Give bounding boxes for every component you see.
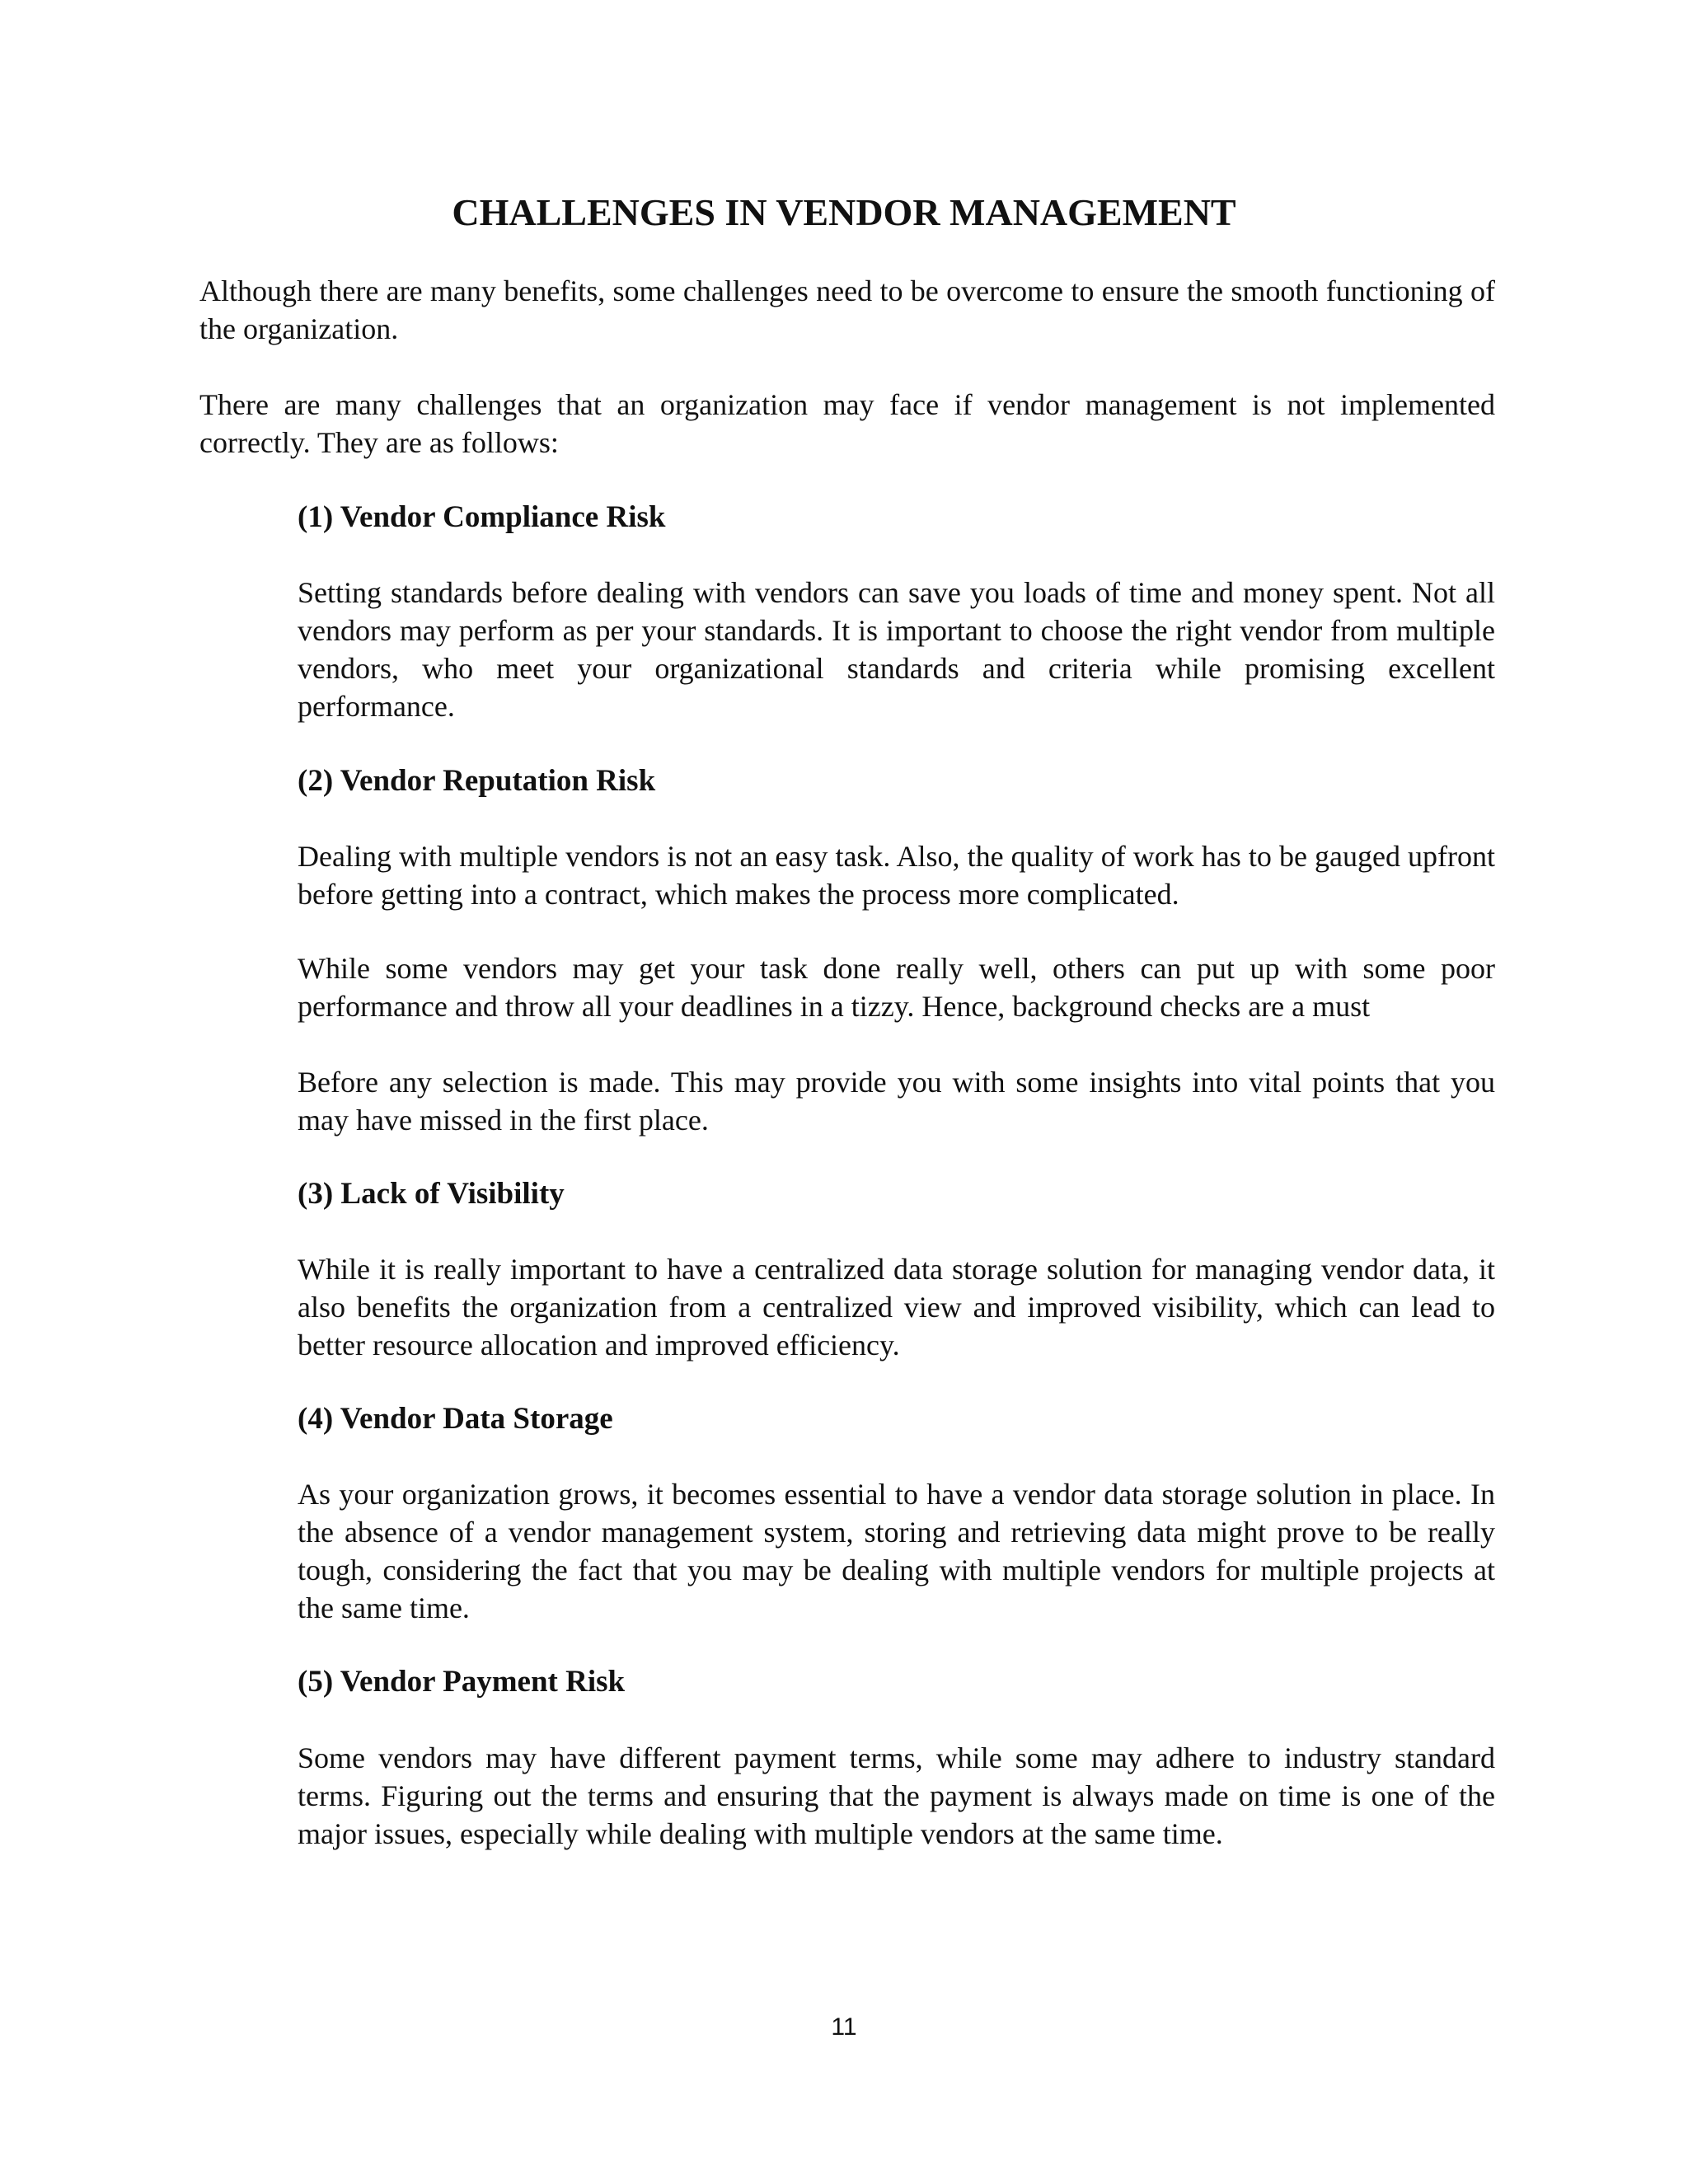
- section-vendor-reputation-risk: [298, 762, 1495, 801]
- section-heading: (2) Vendor Reputation Risk: [298, 764, 656, 798]
- section-paragraph: Before any selection is made. This may provide you with some insights into vital points that you may have missed in the first place.: [298, 1066, 1495, 1137]
- section-paragraph: While some vendors may get your task done really well, others can put up with some poor performance and throw all your deadlines in a tizzy. Hence, background checks are a must: [298, 952, 1495, 1023]
- section-heading: (4) Vendor Data Storage: [298, 1402, 613, 1436]
- section-paragraph: Dealing with multiple vendors is not an easy task. Also, the quality of work has to be gauged upfront before getting into a contract, which makes the process more complicated.: [298, 840, 1495, 911]
- page-title: CHALLENGES IN VENDOR MANAGEMENT: [452, 191, 1236, 233]
- section-paragraph: While it is really important to have a centralized data storage solution for managing vendor data, it also benefits the organization from a centralized view and improved visibility, which can lead to better resource allocation and improved efficiency.: [298, 1253, 1495, 1361]
- section-heading: (5) Vendor Payment Risk: [298, 1665, 626, 1699]
- intro-paragraph: Although there are many benefits, some challenges need to be overcome to ensure the smooth functioning of the organization.: [199, 274, 1495, 345]
- section-heading: (1) Vendor Compliance Risk: [298, 500, 666, 534]
- section-lack-of-visibility: [298, 1174, 1495, 1214]
- section-vendor-compliance-risk: [298, 498, 1495, 537]
- section-vendor-payment-risk: [298, 1662, 1495, 1702]
- section-paragraph: Some vendors may have different payment terms, while some may adhere to industry standard terms. Figuring out the terms and ensuring that the payment is always made on time is one of the major issues, especially while dealing with multiple vendors at the same time.: [298, 1741, 1495, 1850]
- page-number: 11: [831, 2013, 857, 2041]
- section-paragraph: As your organization grows, it becomes essential to have a vendor data storage solution in place. In the absence of a vendor management system, storing and retrieving data might prove to be really tough, considering the fact that you may be dealing with multiple vendors for multiple projects at the same time.: [298, 1478, 1495, 1624]
- section-heading: (3) Lack of Visibility: [298, 1177, 565, 1211]
- section-vendor-data-storage: [298, 1399, 1495, 1439]
- intro-paragraph: There are many challenges that an organization may face if vendor management is not implemented correctly. They are as follows:: [199, 388, 1495, 459]
- section-paragraph: Setting standards before dealing with vendors can save you loads of time and money spent. Not all vendors may perform as per your standards. It is important to choose the right vendor from multiple vendors, who meet your organizational standards and criteria while promising excellent performance.: [298, 576, 1495, 723]
